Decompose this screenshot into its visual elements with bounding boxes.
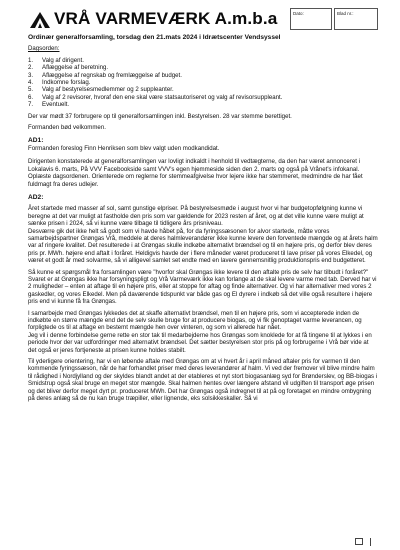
ad2-paragraph: Desværre gik det ikke helt så godt som vi havde håbet på, for da fyringssæsonen for alvor startede, måtte vores samarbejdspartner Grøngas Vrå, meddele at deres halmleverandører ikke kunne levere den forventede mængde og at årets halm var af ringere kvalitet. Det resulterede i at Grøngas skulle indkøbe alternativt brændsel og til en højere pris, og derfor blev deres pris pr. MWh. højere end aftalt i foråret. Heldigvis havde der i flere måneder været produceret til lave priser på vores Elkedel, og været et godt år med solvarme, så vi alligevel samlet set endte med en lavere gennemsnitlig produktionspris end budgetteret. bbox=[28, 227, 378, 265]
agenda-item: 2. Aflæggelse af beretning. bbox=[28, 64, 109, 72]
attendance-text: Der var mødt 37 forbrugere op til generalforsamlingen inkl. Bestyrelsen. 28 var stemme berettiget. bbox=[28, 112, 292, 120]
dato-label: Dato: bbox=[293, 11, 304, 16]
document-body bbox=[28, 34, 378, 402]
footer-box bbox=[355, 538, 363, 545]
agenda-list bbox=[28, 57, 378, 109]
logo-text: VRÅ VARMEVÆRK A.m.b.a bbox=[54, 10, 278, 28]
logo bbox=[28, 10, 278, 29]
ad2-paragraph: Til yderligere orientering, har vi en løbende aftale med Grøngas om at vi hvert år i april måned aftaler pris for varmen til den kommende fyringssæson, når de har forhandlet priser med deres leverandører af halm. Vi ved der fremover vil blive mindre halm til rådighed i Nordjylland og der skyldes blandt andet at der etableres et nyt stort biogasanlæg syd for Brønderslev, og BB-biogas i Smidstrup også skal bruge en meget stor mængde. Skal halmen hentes over længere afstand vil udgiften til transport øge prisen og det bliver derfor meget dyrt pr. produceret MWh. Det har Grøngas også indregnet til at på og foretaget en mindre ombygning på deres anlæg så de nu kan bruge træpiller, eller lignende, eks solsikkeskaller. Så vi bbox=[28, 358, 378, 403]
flame-icon bbox=[28, 11, 52, 29]
agenda-item: 7. Eventuelt. bbox=[28, 101, 70, 109]
agenda-item: 6. Valg af 2 revisorer, hvoraf den ene skal være statsautoriseret og valg af revisorsuppleant. bbox=[28, 93, 283, 101]
agenda-item: 1. Valg af dirigent. bbox=[28, 56, 84, 64]
agenda-heading: Dagsorden: bbox=[28, 45, 60, 53]
ad1-paragraph: Dirigenten konstaterede at generalforsamlingen var lovligt indkaldt i henhold til vedtægterne, da den har været annonceret i Lokalavis 6. marts, På VVV Facebookside samt VVV's egen hjemmeside siden den 2. marts og også på Vrånet's infokanal. Oplæste dagsordenen. Orienterede om reglerne for stemmeafgivelse hvor lejere ikke har stemmeret, medmindre de har fået fuldmagt fra deres udlejer. bbox=[28, 158, 363, 188]
blad-nr-box bbox=[334, 8, 378, 30]
document-title: Ordinær generalforsamling, torsdag den 21.mats 2024 i Idrætscenter Vendsyssel bbox=[28, 34, 281, 41]
agenda-item: 5. Valg af bestyrelsesmedlemmer og 2 suppleanter. bbox=[28, 86, 174, 94]
ad1-heading: AD1: bbox=[28, 137, 44, 145]
footer-mark bbox=[370, 538, 371, 546]
ad2-paragraph: Så kunne et spørgsmål fra forsamlingen være "hvorfor skal Grøngas ikke levere til den aftalte pris de selv har tilbudt i foråret?" Svaret er at Grøngas ikke har forsyningspligt og Vrå Varmeværk ikke kan forlange at de skal levere varme med tab. Derved har vi 2 muligheder – enten at aftage til en højere pris, eller at stoppe for aftag og finde alternativer. Og vi har alternativer med vores 2 gaskedler, og vores Elkedel. Men på daværende tidspunkt var både gas og El dyrere i indkøb så det ville også resultere i højere pris end vi kunne få fra Grøngas. bbox=[28, 268, 377, 306]
agenda-item: 4. Indkomne forslag. bbox=[28, 79, 91, 87]
ad2-heading: AD2: bbox=[28, 193, 44, 201]
ad2-paragraph: I samarbejde med Grøngas lykkedes det at skaffe alternativt brændsel, men til en højere pris, som vi accepterede inden de indkøbte en større mængde end det de selv skulle bruge for at producere biogas, og vi fik genoptaget varme leverancen, og forpligtede os til at aftage en bestemt mængde hen over vinteren, og som vi allerede har nået. bbox=[28, 309, 362, 332]
blad-nr-label: Blad nr.: bbox=[337, 11, 354, 16]
ad1-line: Formanden foreslog Finn Henriksen som blev valgt uden modkandidat. bbox=[28, 144, 220, 152]
dato-box bbox=[290, 8, 332, 30]
agenda-item: 3. Aflæggelse af regnskab og fremlæggelse af budget. bbox=[28, 71, 182, 79]
welcome-text: Formanden bød velkommen. bbox=[28, 124, 106, 132]
letterhead bbox=[28, 8, 378, 34]
ad2-paragraph: Året startede med masser af sol, samt gunstige elpriser. På bestyrelsesmøde i august hvor vi har budgetopfølgning kunne vi beregne at det var muligt at fastholde den pris som var gældende for 2023 resten af året, og at det ville kunne være muligt at sænke prisen i 2024, så vi kunne være tilbage til tidligere års prisniveau. bbox=[28, 205, 364, 228]
ad2-paragraph: Jeg vil i denne forbindelse gerne rette en stor tak til medarbejderne hos Grøngas som knoklede for at få tingene til at lykkes i en periode hvor der var udfordringer med alternativt brændsel. Det sætter bestyrelsen stor pris på og forbrugerne i Vrå bør vide at det også er jeres fortjeneste at prisen kunne holdes stabilt. bbox=[28, 331, 372, 354]
